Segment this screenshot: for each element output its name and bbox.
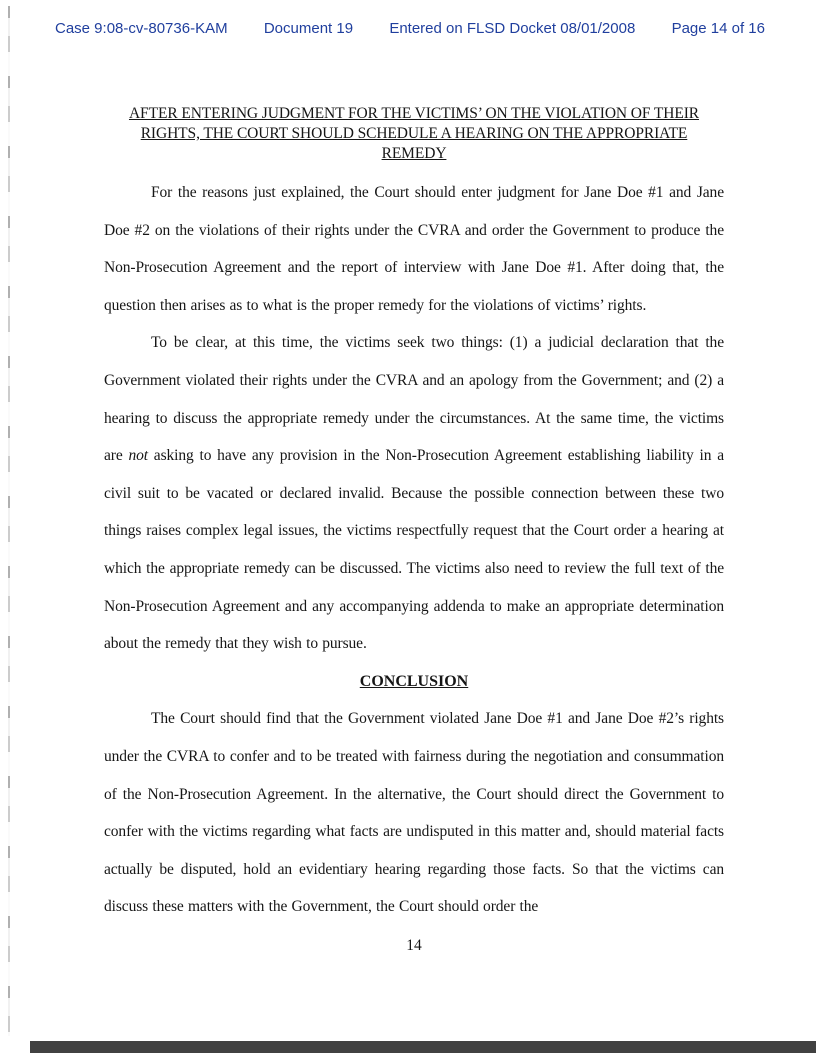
page-number: 14 (406, 936, 422, 954)
page-indicator: Page 14 of 16 (671, 20, 765, 37)
paragraph-remedy: To be clear, at this time, the victims seek two things: (1) a judicial declaration that the Government violated their rights under the CVRA and an apology from the Government; and (2) a hearing to discuss the appropriate remedy under the circumstances. At the same time, the victims are not asking to have any provision in the Non-Prosecution Agreement establishing liability in a civil suit to be vacated or declared invalid. Because the possible connection between these two things raises complex legal issues, the victims respectfully request that the Court order a hearing at which the appropriate remedy can be discussed. The victims also need to review the full text of the Non-Prosecution Agreement and any accompanying addenda to make an appropriate determination about the remedy that they wish to pursue. (104, 334, 724, 653)
case-number: Case 9:08-cv-80736-KAM (55, 20, 228, 37)
scan-artifact-bottom-bar (30, 1041, 816, 1053)
section-heading-line-1: AFTER ENTERING JUDGMENT FOR THE VICTIMS’ ON THE VIOLATION OF THEIR (128, 105, 700, 122)
conclusion-heading: CONCLUSION (359, 672, 469, 690)
scan-artifact-left-edge (8, 6, 10, 1036)
paragraph-conclusion: The Court should find that the Government violated Jane Doe #1 and Jane Doe #2’s rights under the CVRA to confer and to be treated with fairness during the negotiation and consummation of the Non-Prosecution Agreement. In the alternative, the Court should direct the Government to confer with the victims regarding what facts are undisputed in this matter and, should material facts actually be disputed, hold an evidentiary hearing regarding those facts. So that the victims can discuss these matters with the Government, the Court should order the (104, 710, 724, 916)
docket-header (55, 20, 765, 37)
section-heading (104, 104, 724, 164)
section-heading-line-3: REMEDY (381, 145, 447, 162)
document-body (104, 104, 724, 956)
section-heading-line-2: RIGHTS, THE COURT SHOULD SCHEDULE A HEARING ON THE APPROPRIATE (140, 125, 688, 142)
paragraph-judgment: For the reasons just explained, the Court should enter judgment for Jane Doe #1 and Jane Doe #2 on the violations of their rights under the CVRA and order the Government to produce the Non-Prosecution Agreement and the report of interview with Jane Doe #1. After doing that, the question then arises as to what is the proper remedy for the violations of victims’ rights. (104, 184, 724, 314)
docket-entry-date: Entered on FLSD Docket 08/01/2008 (389, 20, 636, 37)
document-number: Document 19 (263, 20, 354, 37)
